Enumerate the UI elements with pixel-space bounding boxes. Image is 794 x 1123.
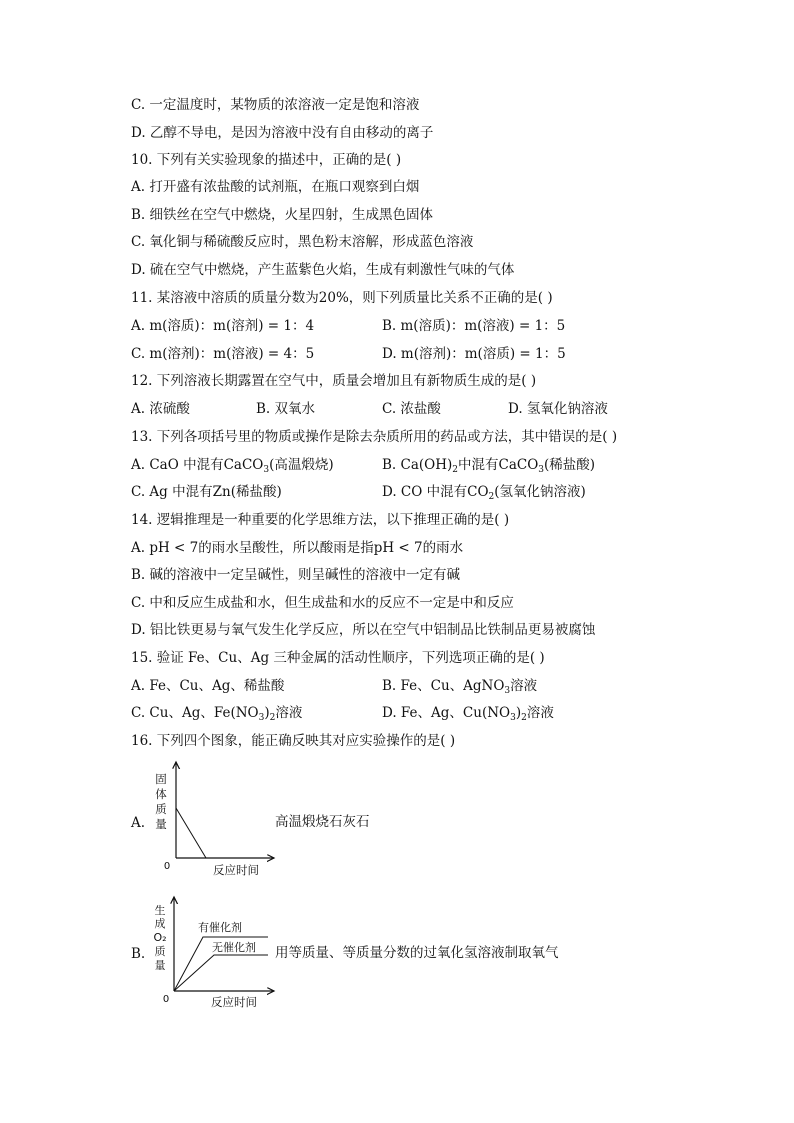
figure-a-graph bbox=[148, 756, 278, 878]
figure-b-graph bbox=[148, 893, 278, 1013]
fig-b-xlabel: 反应时间 bbox=[211, 995, 257, 1009]
q14-option-d: D. 铝比铁更易与氧气发生化学反应，所以在空气中铝制品比铁制品更易被腐蚀 bbox=[131, 622, 596, 638]
question-15: 15. 验证 Fe、Cu、Ag 三种金属的活动性顺序，下列选项正确的是( ) bbox=[131, 650, 545, 666]
fig-a-ylabel-3: 质 bbox=[155, 802, 167, 816]
fig-b-ylabel-5: 量 bbox=[154, 959, 166, 972]
fig-b-ylabel-4: 质 bbox=[154, 945, 166, 958]
q14-option-a: A. pH < 7的雨水呈酸性，所以酸雨是指pH < 7的雨水 bbox=[131, 540, 464, 556]
q10-option-a: A. 打开盛有浓盐酸的试剂瓶，在瓶口观察到白烟 bbox=[131, 179, 420, 195]
question-16: 16. 下列四个图象，能正确反映其对应实验操作的是( ) bbox=[131, 733, 456, 749]
q11-option-a: A. m(溶质)：m(溶剂) = 1：4 bbox=[131, 318, 315, 334]
fig-b-ylabel-2: 成 bbox=[154, 917, 166, 930]
fig-b-ylabel-3: O₂ bbox=[153, 931, 167, 944]
question-11: 11. 某溶液中溶质的质量分数为20%，则下列质量比关系不正确的是( ) bbox=[131, 290, 553, 306]
fig-a-xlabel: 反应时间 bbox=[213, 863, 259, 877]
question-12: 12. 下列溶液长期露置在空气中，质量会增加且有新物质生成的是( ) bbox=[131, 373, 537, 389]
q10-option-b: B. 细铁丝在空气中燃烧，火星四射，生成黑色固体 bbox=[131, 207, 434, 223]
q11-option-d: D. m(溶剂)：m(溶质) = 1：5 bbox=[382, 346, 566, 362]
fig-a-ylabel-4: 量 bbox=[155, 817, 167, 831]
q15-option-c: C. Cu、Ag、$Fe(NO_3)_2$溶液 bbox=[131, 705, 303, 723]
option-d-prev: D. 乙醇不导电，是因为溶液中没有自由移动的离子 bbox=[131, 125, 434, 141]
q13-option-d: D. CO 中混有$CO_2$(氢氧化钠溶液) bbox=[382, 484, 586, 502]
q10-option-d: D. 硫在空气中燃烧，产生蓝紫色火焰，生成有刺激性气味的气体 bbox=[131, 262, 515, 278]
q13-option-c: C. Ag 中混有Zn(稀盐酸) bbox=[131, 484, 282, 500]
q13-option-a: A. CaO 中混有CaCO$_3$(高温煅烧) bbox=[131, 457, 334, 475]
fig-b-description: 用等质量、等质量分数的过氧化氢溶液制取氧气 bbox=[275, 945, 559, 961]
q13-option-b: B. $Ca(OH)_2$中混有CaCO$_3$(稀盐酸) bbox=[382, 457, 596, 475]
q12-option-b: B. 双氧水 bbox=[256, 401, 316, 417]
q15-option-b: B. Fe、Cu、AgNO$_3$溶液 bbox=[382, 678, 538, 696]
question-14: 14. 逻辑推理是一种重要的化学思维方法，以下推理正确的是( ) bbox=[131, 512, 510, 528]
q15-option-d: D. Fe、Ag、$Cu(NO_3)_2$溶液 bbox=[382, 705, 554, 723]
q10-option-c: C. 氧化铜与稀硫酸反应时，黑色粉末溶解，形成蓝色溶液 bbox=[131, 234, 474, 250]
fig-a-ylabel-1: 固 bbox=[155, 772, 167, 786]
fig-b-series-label-with: 有催化剂 bbox=[198, 921, 242, 934]
q12-option-c: C. 浓盐酸 bbox=[382, 401, 441, 417]
fig-a-label: A. bbox=[131, 815, 146, 831]
fig-a-ylabel-2: 体 bbox=[155, 787, 167, 801]
question-13: 13. 下列各项括号里的物质或操作是除去杂质所用的药品或方法，其中错误的是( ) bbox=[131, 429, 618, 445]
fig-b-origin: 0 bbox=[162, 994, 170, 1005]
fig-b-ylabel-1: 生 bbox=[154, 904, 166, 917]
q14-option-c: C. 中和反应生成盐和水，但生成盐和水的反应不一定是中和反应 bbox=[131, 595, 514, 611]
q15-option-a: A. Fe、Cu、Ag、稀盐酸 bbox=[131, 678, 285, 694]
q12-option-a: A. 浓硫酸 bbox=[131, 401, 190, 417]
q11-option-c: C. m(溶剂)：m(溶液) = 4：5 bbox=[131, 346, 315, 362]
option-c-prev: C. 一定温度时，某物质的浓溶液一定是饱和溶液 bbox=[131, 97, 420, 113]
fig-a-description: 高温煅烧石灰石 bbox=[275, 814, 370, 830]
q11-option-b: B. m(溶质)：m(溶液) = 1：5 bbox=[382, 318, 566, 334]
q14-option-b: B. 碱的溶液中一定呈碱性，则呈碱性的溶液中一定有碱 bbox=[131, 567, 461, 583]
fig-a-series-line bbox=[176, 808, 206, 858]
fig-b-label: B. bbox=[131, 946, 146, 962]
q12-option-d: D. 氢氧化钠溶液 bbox=[508, 401, 608, 417]
fig-a-origin: 0 bbox=[163, 861, 171, 872]
question-10: 10. 下列有关实验现象的描述中，正确的是( ) bbox=[131, 152, 402, 168]
fig-b-series-label-without: 无催化剂 bbox=[212, 941, 256, 954]
fig-b-series-without-catalyst bbox=[174, 955, 268, 991]
